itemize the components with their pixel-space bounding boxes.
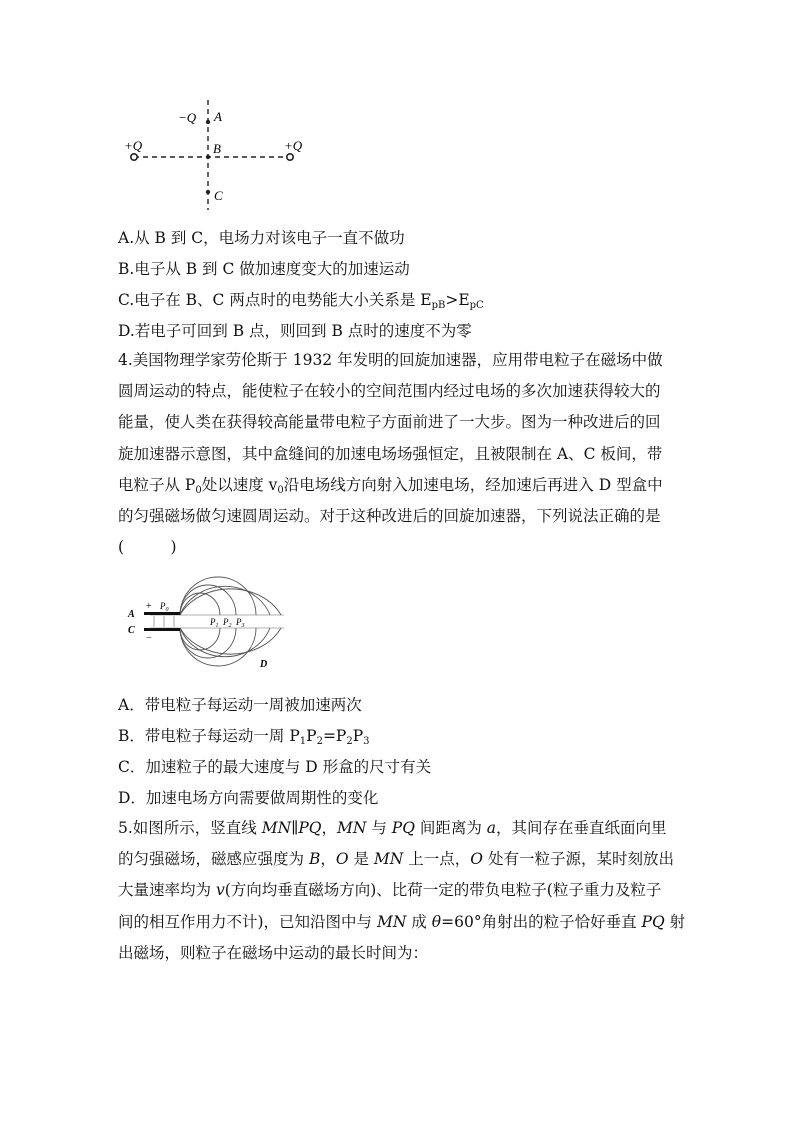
point-a-dot <box>206 120 210 124</box>
q5-text: ， <box>320 850 336 869</box>
q5-line <box>118 813 688 844</box>
label-d: D <box>260 659 268 670</box>
q4-text: 沿电场线方向射入加速电场，经加速后再进入 D 型盒中 <box>283 475 663 494</box>
q4-option-b-text: P <box>306 727 317 745</box>
q5-line <box>118 875 688 906</box>
label-p2 <box>222 617 232 629</box>
label-point-b: B <box>213 141 221 156</box>
label-plate-c: C <box>128 625 135 636</box>
q5-text: 5.如图所示，竖直线 <box>118 819 262 837</box>
q5-text: 与 <box>366 819 392 837</box>
q5-text: 间距离为 <box>414 819 487 837</box>
label-top-charge: −Q <box>178 110 197 125</box>
q3-option-a: A.从 B 到 C，电场力对该电子一直不做功 <box>118 229 405 247</box>
label-minus: − <box>146 633 152 644</box>
q4-stem <box>118 345 688 563</box>
subscript: 1 <box>299 736 307 747</box>
label-p3 <box>235 617 245 629</box>
orbit-3 <box>180 589 281 654</box>
q5-text: 间的相互作用力不计)，已知沿图中与 <box>118 912 377 931</box>
plate-c <box>144 628 180 631</box>
p-sub: 2 <box>228 623 232 629</box>
q5-text: ∥ <box>291 819 299 837</box>
q5-var: PQ <box>298 819 322 837</box>
q5-var: O <box>470 850 484 869</box>
q5-text: 大量速率均为 <box>118 881 216 900</box>
cyclotron-figure <box>124 567 284 673</box>
q5-var: v <box>215 881 225 900</box>
q5-var: MN <box>261 819 292 837</box>
p-sub: 0 <box>165 607 169 613</box>
q5-var: O <box>335 850 349 869</box>
p-letter: P <box>236 617 242 627</box>
label-p0 <box>159 601 169 613</box>
q5-var: B <box>308 850 321 869</box>
q5-var: PQ <box>641 912 665 931</box>
q4-option-b-text: P <box>352 727 364 745</box>
q3-option-b: B.电子从 B 到 C 做加速度变大的加速运动 <box>118 260 410 278</box>
label-point-a: A <box>214 109 222 124</box>
q5-text: ，其间存在垂直纸面向里 <box>496 819 667 837</box>
label-left-charge: +Q <box>124 138 143 153</box>
q5-var: MN <box>336 819 367 837</box>
q4-line: 圆周运动的特点，能使粒子在较小的空间范围内经过电场的多次加速获得较大的 <box>118 382 661 401</box>
plate-a <box>144 612 180 615</box>
q5-line <box>118 907 688 938</box>
q5-text: 成 <box>406 912 432 931</box>
q4-line: 的匀强磁场做匀速圆周运动。对于这种改进后的回旋加速器，下列说法正确的是 <box>118 507 661 526</box>
q4-option-d: D．加速电场方向需要做周期性的变化 <box>118 789 379 807</box>
q3-option-c-compare: >E <box>445 291 470 309</box>
q5-var: a <box>486 819 497 837</box>
subscript: 2 <box>316 736 323 747</box>
label-point-c: C <box>214 188 223 203</box>
q5-text: 是 <box>348 850 374 869</box>
q3-option-c-text: C.电子在 B、C 两点时的电势能大小关系是 E <box>118 291 432 309</box>
subscript: 2 <box>346 736 353 747</box>
q5-text: 处有一粒子源，某时刻放出 <box>483 850 674 869</box>
q5-line <box>118 844 688 875</box>
q5-stem <box>118 813 688 969</box>
q5-var: θ <box>431 912 442 931</box>
subscript: pB <box>431 300 446 311</box>
q4-line: 4.美国物理学家劳伦斯于 1932 年发明的回旋加速器，应用带电粒子在磁场中做 <box>118 351 663 369</box>
p-letter: P <box>160 601 166 611</box>
q3-option-c <box>118 290 688 310</box>
p-letter: P <box>210 617 216 627</box>
p-sub: 1 <box>215 623 219 629</box>
q5-text: 的匀强磁场，磁感应强度为 <box>118 850 309 869</box>
left-charge-dot <box>131 154 137 160</box>
q4-option-b-text: =P <box>322 727 347 745</box>
q4-line: 能量，使人类在获得较高能量带电粒子方面前进了一大步。图为一种改进后的回 <box>118 413 661 432</box>
subscript: 3 <box>363 736 370 747</box>
q4-line: 旋加速器示意图，其中盒缝间的加速电场场强恒定，且被限制在 A、C 板间，带 <box>118 444 663 463</box>
q5-text: =60°角射出的粒子恰好垂直 <box>441 912 642 931</box>
label-right-charge: +Q <box>284 138 303 153</box>
label-plate-a: A <box>128 609 135 620</box>
q4-answer-bracket: ( ) <box>118 538 177 557</box>
p-letter: P <box>223 617 229 627</box>
q5-var: PQ <box>391 819 415 837</box>
charges-figure <box>118 98 318 214</box>
subscript: 0 <box>277 484 284 496</box>
q5-line: 出磁场，则粒子在磁场中运动的最长时间为： <box>118 943 429 962</box>
q4-text: 处以速度 v <box>201 475 278 494</box>
q5-var: MN <box>373 850 404 869</box>
right-charge-dot <box>287 154 293 160</box>
point-b-dot <box>206 155 210 159</box>
q4-option-b-text: B．带电粒子每运动一周 P <box>118 727 300 745</box>
q4-line <box>118 470 688 501</box>
q5-text: 上一点， <box>403 850 471 869</box>
q5-text: 射 <box>664 912 686 931</box>
q4-option-b <box>118 726 688 746</box>
p-sub: 3 <box>241 623 245 629</box>
q3-option-d: D.若电子可回到 B 点，则回到 B 点时的速度不为零 <box>118 322 472 340</box>
q4-text: 电粒子从 P <box>118 475 196 494</box>
subscript: pC <box>469 300 484 311</box>
q4-option-c: C．加速粒子的最大速度与 D 形盒的尺寸有关 <box>118 758 432 776</box>
point-c-dot <box>206 190 210 194</box>
q5-text: ， <box>321 819 337 837</box>
q5-text: (方向均垂直磁场方向)、比荷一定的带负电粒子(粒子重力及粒子 <box>224 881 662 900</box>
label-p1 <box>209 617 219 629</box>
subscript: 0 <box>195 484 202 496</box>
q4-option-a: A．带电粒子每运动一周被加速两次 <box>118 696 362 714</box>
label-plus: + <box>146 601 152 612</box>
q5-var: MN <box>376 912 407 931</box>
